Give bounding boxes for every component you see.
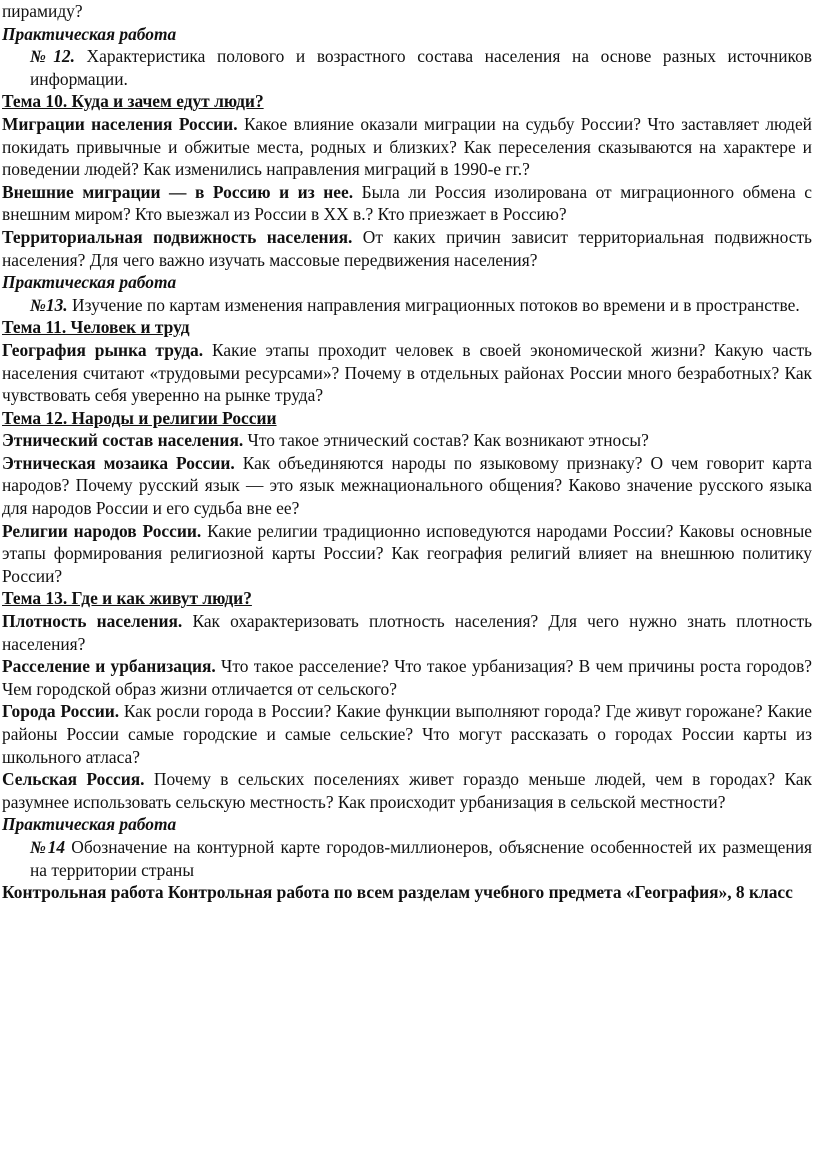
paragraph-lead: Города России.: [2, 701, 120, 722]
topic-heading: Тема 13. Где и как живут люди?: [2, 588, 252, 609]
paragraph-lead: Этническая мозаика России.: [2, 452, 235, 473]
document-content: [2, 23, 812, 882]
paragraph-text: Как росли города в России? Какие функции выполняют города? Где живут горожане? Какие районы России самые городские и самые сельские? Что могут рассказать о городах России карты из школьного атласа?: [2, 701, 812, 767]
paragraph-lead: Расселение и урбанизация.: [2, 656, 216, 677]
paragraph-lead: География рынка труда.: [2, 339, 204, 360]
practical-work-number: №14: [30, 836, 66, 857]
practical-work-item: [2, 836, 812, 881]
paragraph-text: Как охарактеризовать плотность населения? Для чего нужно знать плотность населения?: [2, 611, 813, 654]
paragraph-lead: Сельская Россия.: [2, 769, 145, 790]
paragraph-lead: Территориальная подвижность населения.: [2, 226, 353, 247]
topic-paragraph: [2, 429, 812, 452]
topic-paragraph: [2, 339, 812, 407]
topic-paragraph: [2, 768, 812, 813]
paragraph-lead: Миграции населения России.: [2, 113, 238, 134]
final-line: Контрольная работа Контрольная работа по всем разделам учебного предмета «География», 8 класс: [2, 882, 793, 903]
topic-paragraph: [2, 452, 812, 520]
paragraph-text: Была ли Россия изолирована от миграционного обмена с внешним миром? Кто выезжал из России в XX в.? Кто приезжает в Россию?: [2, 181, 812, 225]
practical-work-heading: Практическая работа: [2, 272, 177, 293]
paragraph-lead: Внешние миграции — в Россию и из нее.: [2, 181, 354, 202]
paragraph-text: Какое влияние оказали миграции на судьбу России? Что заставляет людей покидать привычные и обжитые места, родных и близких? Как переселения сказываются на характере и поведении людей? Как изменились направления миграций в 1990-е гг.?: [2, 113, 812, 180]
topic-heading: Тема 12. Народы и религии России: [2, 407, 277, 428]
practical-work-heading: Практическая работа: [2, 814, 177, 835]
topic-paragraph: [2, 655, 812, 700]
practical-work-number: №12.: [30, 46, 75, 67]
paragraph-text: Что такое этнический состав? Как возникают этносы?: [243, 430, 649, 451]
paragraph-lead: Этнический состав населения.: [2, 430, 244, 451]
topic-paragraph: [2, 181, 812, 226]
paragraph-lead: Религии народов России.: [2, 520, 202, 541]
practical-work-item: [2, 45, 812, 90]
paragraph-text: Почему в сельских поселениях живет гораздо меньше людей, чем в городах? Как разумнее использовать сельскую местность? Как происходит урбанизация в сельской местности?: [2, 769, 812, 812]
topic-heading: Тема 11. Человек и труд: [2, 317, 190, 338]
practical-work-heading: Практическая работа: [2, 23, 177, 44]
practical-work-text: Характеристика полового и возрастного состава населения на основе разных источников информации.: [30, 46, 812, 89]
topic-paragraph: [2, 520, 812, 588]
topic-paragraph: [2, 113, 812, 181]
paragraph-text: Что такое расселение? Что такое урбанизация? В чем причины роста городов? Чем городской образ жизни отличается от сельского?: [2, 656, 812, 699]
paragraph-text: Какие этапы проходит человек в своей экономической жизни? Какую часть населения считают «трудовыми ресурсами»? Почему в отдельных районах России много безработных? Как чувствовать себя уверенно на рынке труда?: [2, 339, 812, 406]
paragraph-lead: Плотность населения.: [2, 611, 183, 632]
practical-work-item: [2, 294, 812, 317]
practical-work-text: Изучение по картам изменения направления миграционных потоков во времени и в пространстве.: [67, 294, 800, 315]
paragraph-text: Как объединяются народы по языковому признаку? О чем говорит карта народов? Почему русский язык — это язык межнационального общения? Каково значение русского языка для народов России и его судьба вне ее?: [2, 452, 812, 519]
practical-work-text: Обозначение на контурной карте городов-миллионеров, объяснение особенностей их размещения на территории страны: [30, 836, 812, 880]
topic-paragraph: [2, 610, 812, 655]
topic-paragraph: [2, 226, 812, 271]
practical-work-number: №13.: [30, 294, 68, 315]
paragraph-text: Какие религии традиционно исповедуются народами России? Каковы основные этапы формирования религиозной карты России? Как география религий влияет на внешнюю политику России?: [2, 520, 812, 586]
paragraph-text: От каких причин зависит территориальная подвижность населения? Для чего важно изучать массовые передвижения населения?: [2, 226, 812, 270]
topic-paragraph: [2, 700, 812, 768]
intro-text: пирамиду?: [2, 1, 83, 21]
topic-heading: Тема 10. Куда и зачем едут люди?: [2, 91, 264, 112]
